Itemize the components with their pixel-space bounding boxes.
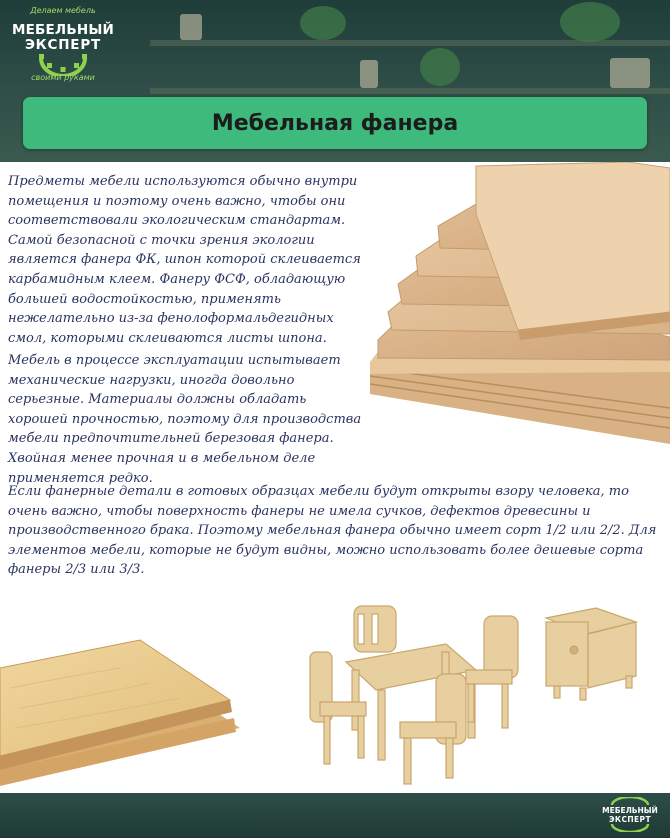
background-pot	[610, 58, 650, 88]
plywood-stack-image	[368, 162, 670, 444]
background-pot	[180, 14, 202, 40]
logo-brand-line1: МЕБЕЛЬНЫЙ	[11, 22, 115, 38]
plywood-sheets-image	[0, 628, 240, 790]
footer-logo[interactable]	[600, 795, 660, 835]
strength-paragraph: Мебель в процессе эксплуатации испытывает механические нагрузки, иногда довольно серьезные. Материалы должны обладать хорошей прочностью, поэтому для производства мебели предпочтительней березовая фанера. Хвойная менее прочная и в мебельном деле применяется редко.	[8, 353, 362, 486]
grade-paragraph: Если фанерные детали в готовых образцах мебели будут открыты взору человека, то очень важно, чтобы поверхность фанеры не имела сучков, дефектов древесины и производственного брака. Поэтому мебельная фанера обычно имеет сорт 1/2 или 2/2. Для элементов мебели, которые не будут видны, можно использовать более дешевые сорта фанеры 2/3 или 3/3.	[8, 484, 657, 578]
page-title: Мебельная фанера	[211, 110, 459, 136]
logo-brand-line2: ЭКСПЕРТ	[24, 37, 102, 53]
background-shelf	[150, 88, 670, 94]
footer-logo-line2: ЭКСПЕРТ	[609, 815, 651, 824]
footer-logo-line1: МЕБЕЛЬНЫЙ	[602, 806, 658, 815]
background-plant	[300, 6, 346, 40]
background-plant	[560, 2, 620, 42]
footer-banner	[0, 793, 670, 838]
title-banner	[23, 97, 647, 149]
logo-tagline-bottom: своими руками	[31, 73, 95, 82]
gear-arc-icon	[610, 824, 650, 832]
site-logo[interactable]	[8, 6, 118, 92]
gear-icon	[610, 797, 650, 805]
background-plant	[420, 48, 460, 86]
background-pot	[360, 60, 378, 88]
logo-tagline-top: Делаем мебель	[30, 6, 96, 15]
header-banner	[0, 0, 670, 162]
plywood-furniture-image	[296, 592, 670, 792]
intro-paragraph: Предметы мебели используются обычно внутри помещения и поэтому очень важно, чтобы они соответствовали экологическим стандартам. Самой безопасной с точки зрения экологии является фанера ФК, шпон которой склеивается карбамидным клеем. Фанеру ФСФ, обладающую большей водостойкостью, применять нежелательно из-за фенолоформальдегидных смол, которыми склеиваются листы шпона.	[8, 174, 361, 346]
